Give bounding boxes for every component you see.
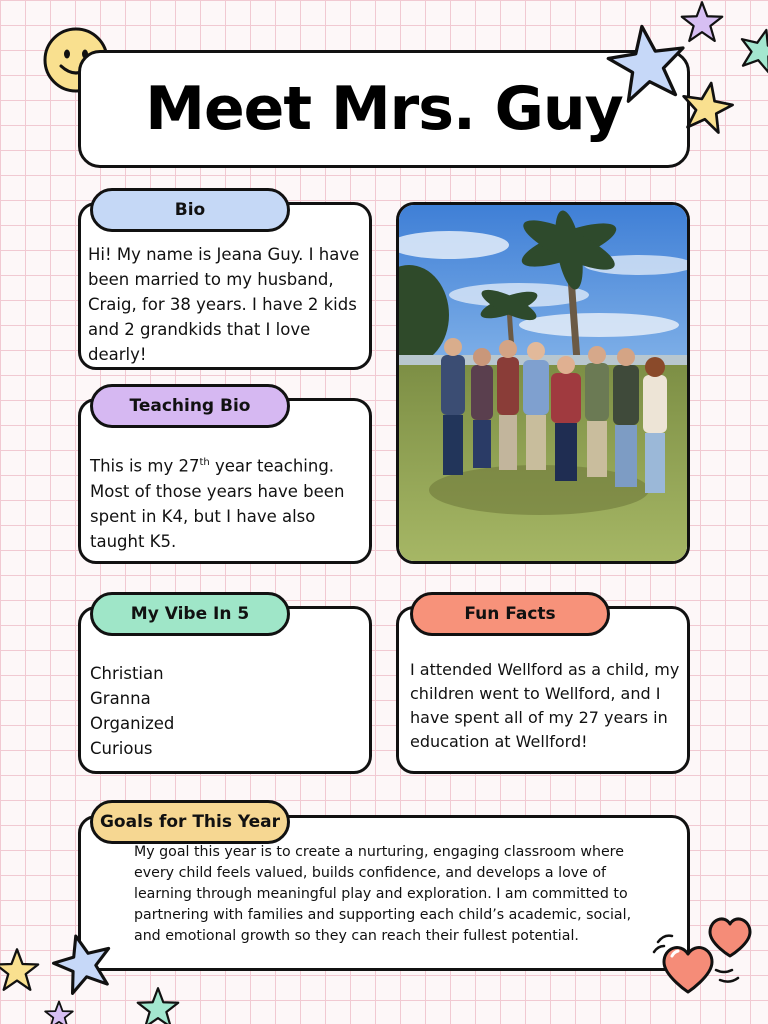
star-icon [680, 80, 734, 134]
star-icon [0, 944, 40, 996]
fun-facts-text: I attended Wellford as a child, my children went to Wellford, and I have spent all of my 27 years in education at Wellford! [410, 660, 680, 751]
bio-label: Bio [90, 188, 290, 232]
page-title: Meet Mrs. Guy [145, 74, 623, 144]
vibe-item: Christian [90, 664, 164, 683]
star-icon [676, 0, 728, 44]
teaching-bio-text: This is my 27th year teaching. Most of those years have been spent in K4, but I have also taught K5. [90, 456, 345, 551]
vibe-item: Organized [90, 714, 175, 733]
bio-text: Hi! My name is Jeana Guy. I have been married to my husband, Craig, for 38 years. I have 2 kids and 2 grandkids that I love dearly! [88, 245, 360, 364]
goals-text: My goal this year is to create a nurturing, engaging classroom where every child feels valued, builds confidence, and develops a love of learning through meaningful play and exploration. I am committed to partnering with families and supporting each child’s academic, social, and emotional growth so they can reach their fullest potential. [134, 844, 632, 944]
title-card [78, 50, 690, 168]
family-photo-image [399, 205, 690, 564]
vibe-label: My Vibe In 5 [90, 592, 290, 636]
star-icon [738, 22, 768, 78]
star-icon [130, 986, 186, 1024]
star-icon [36, 1000, 82, 1024]
vibe-item: Curious [90, 739, 153, 758]
heart-icon [650, 912, 754, 1004]
teaching-bio-label: Teaching Bio [90, 384, 290, 428]
vibe-item: Granna [90, 689, 151, 708]
family-photo [396, 202, 690, 564]
vibe-list [90, 661, 350, 761]
goals-label: Goals for This Year [90, 800, 290, 844]
fun-facts-label: Fun Facts [410, 592, 610, 636]
star-icon [52, 928, 114, 998]
